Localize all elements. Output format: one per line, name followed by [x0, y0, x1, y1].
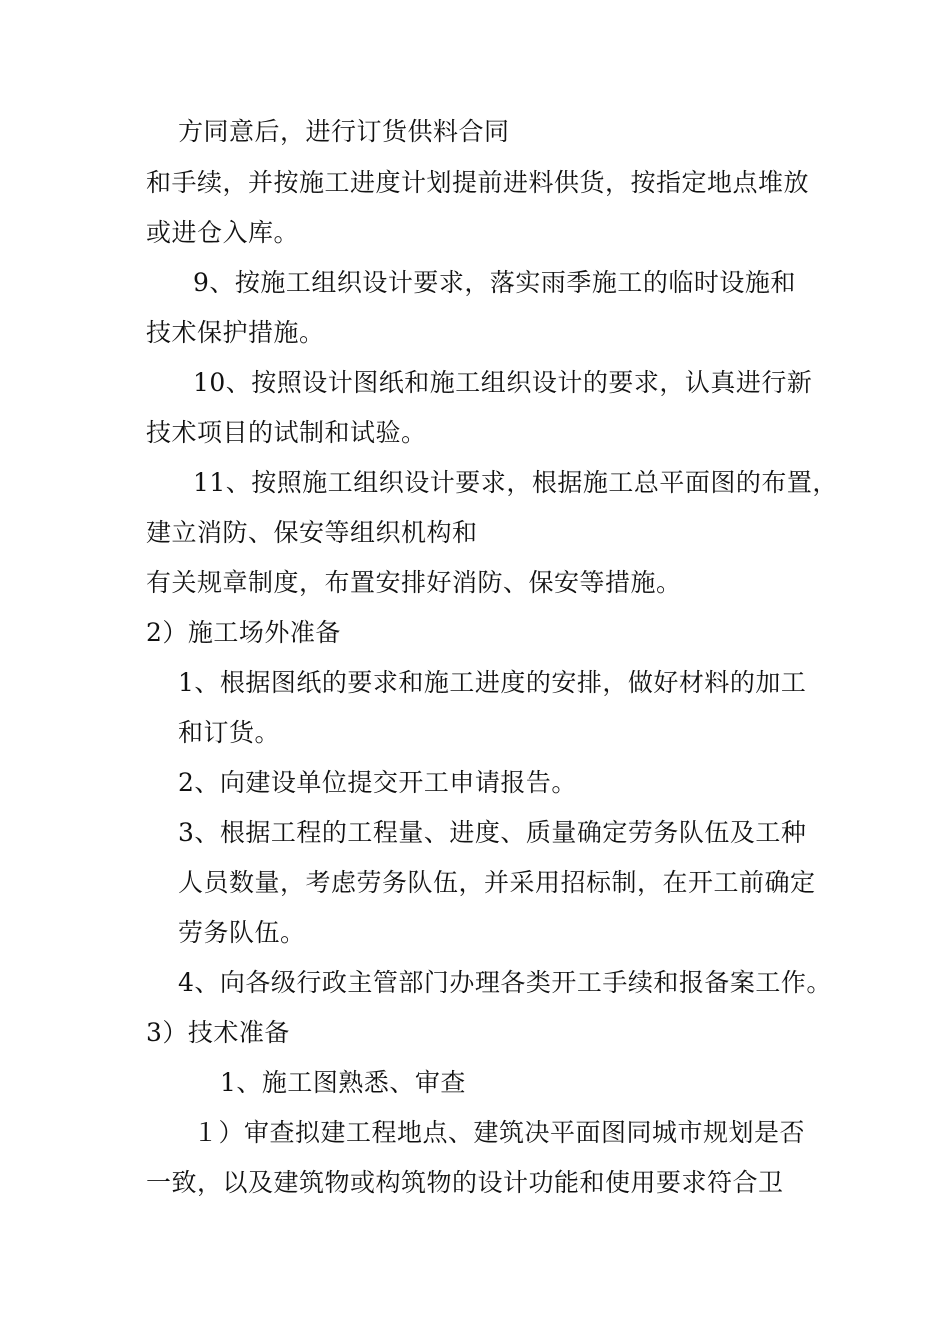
- text-line: 3、根据工程的工程量、进度、质量确定劳务队伍及工种: [178, 818, 807, 847]
- text-line: 4、向各级行政主管部门办理各类开工手续和报备案工作。: [178, 968, 832, 997]
- text-line: 2、向建设单位提交开工申请报告。: [178, 768, 577, 797]
- text-line: 10、按照设计图纸和施工组织设计的要求，认真进行新: [193, 368, 813, 397]
- text-line: 技术保护措施。: [146, 318, 325, 347]
- text-line: 或进仓入库。: [146, 218, 300, 247]
- text-line: 9、按施工组织设计要求，落实雨季施工的临时设施和: [193, 268, 796, 297]
- text-line: 一致，以及建筑物或构筑物的设计功能和使用要求符合卫: [146, 1168, 784, 1197]
- text-line: 技术项目的试制和试验。: [146, 418, 427, 447]
- text-line: 1、根据图纸的要求和施工进度的安排，做好材料的加工: [178, 668, 807, 697]
- text-line: １）审查拟建工程地点、建筑决平面图同城市规划是否: [193, 1118, 806, 1147]
- section-heading: 2）施工场外准备: [146, 618, 341, 647]
- text-line: 人员数量，考虑劳务队伍，并采用招标制，在开工前确定: [178, 868, 816, 897]
- text-line: 建立消防、保安等组织机构和: [146, 518, 478, 547]
- section-heading: 3）技术准备: [146, 1018, 290, 1047]
- text-line: 劳务队伍。: [178, 918, 306, 947]
- text-line: 有关规章制度，布置安排好消防、保安等措施。: [146, 568, 682, 597]
- text-line: 11、按照施工组织设计要求，根据施工总平面图的布置，: [193, 468, 838, 497]
- text-line: 和手续，并按施工进度计划提前进料供货，按指定地点堆放: [146, 168, 810, 197]
- text-line: 方同意后，进行订货供料合同: [178, 117, 510, 146]
- text-line: 和订货。: [178, 718, 281, 747]
- subsection-heading: 1、施工图熟悉、审查: [220, 1068, 466, 1097]
